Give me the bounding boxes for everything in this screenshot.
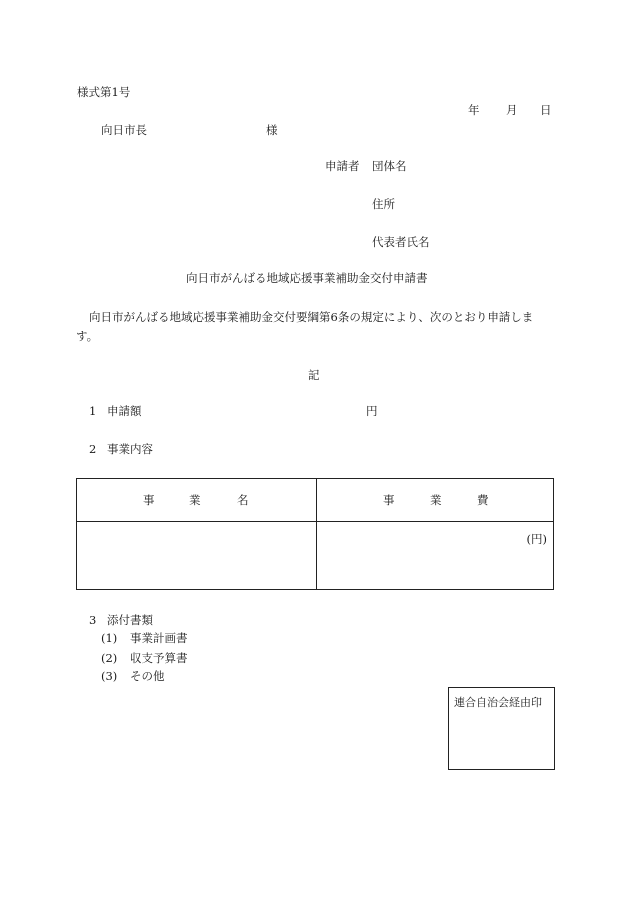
body-text-line1: 向日市がんばる地域応援事業補助金交付要綱第6条の規定により、次のとおり申請しま <box>89 310 534 324</box>
header-project-char-1: 事 <box>143 493 155 507</box>
addressee-name: 向日市長 <box>101 123 147 137</box>
seal-label: 連合自治会経由印 <box>454 696 542 709</box>
attachment-2-number: (2) <box>101 651 118 665</box>
address-label: 住所 <box>372 197 395 211</box>
amount-unit: 円 <box>366 404 378 418</box>
cost-unit-label: (円) <box>526 532 547 546</box>
seal-box <box>448 687 555 770</box>
project-cost-cell[interactable] <box>317 521 553 589</box>
item2-number: 2 <box>89 442 97 456</box>
header-cost-char-3: 費 <box>477 493 489 507</box>
header-project-char-3: 名 <box>237 493 249 507</box>
item3-label: 添付書類 <box>107 613 153 627</box>
document-title: 向日市がんばる地域応援事業補助金交付申請書 <box>186 271 428 285</box>
header-cost-char-2: 業 <box>430 493 442 507</box>
date-year-label: 年 <box>468 103 480 117</box>
addressee-honorific: 様 <box>266 123 278 137</box>
form-number: 様式第1号 <box>77 85 131 99</box>
header-cost-char-1: 事 <box>383 493 395 507</box>
item3-number: 3 <box>89 613 97 627</box>
attachment-3-number: (3) <box>101 669 118 683</box>
attachment-2-label: 収支予算書 <box>130 651 188 665</box>
applicant-label: 申請者 <box>325 159 360 173</box>
date-month-label: 月 <box>506 103 518 117</box>
attachment-1-number: (1) <box>101 631 118 645</box>
item1-number: 1 <box>89 404 97 418</box>
project-table <box>76 478 554 590</box>
ki-heading: 記 <box>308 368 320 382</box>
item2-label: 事業内容 <box>107 442 153 456</box>
table-header-row <box>77 479 553 522</box>
org-name-label: 団体名 <box>372 159 407 173</box>
representative-label: 代表者氏名 <box>372 235 430 249</box>
header-project-char-2: 業 <box>189 493 201 507</box>
attachment-1-label: 事業計画書 <box>130 631 188 645</box>
date-day-label: 日 <box>540 103 552 117</box>
body-text-line2: す。 <box>76 329 99 343</box>
attachment-3-label: その他 <box>130 669 165 683</box>
project-name-cell[interactable] <box>77 521 316 589</box>
item1-label: 申請額 <box>107 404 142 418</box>
